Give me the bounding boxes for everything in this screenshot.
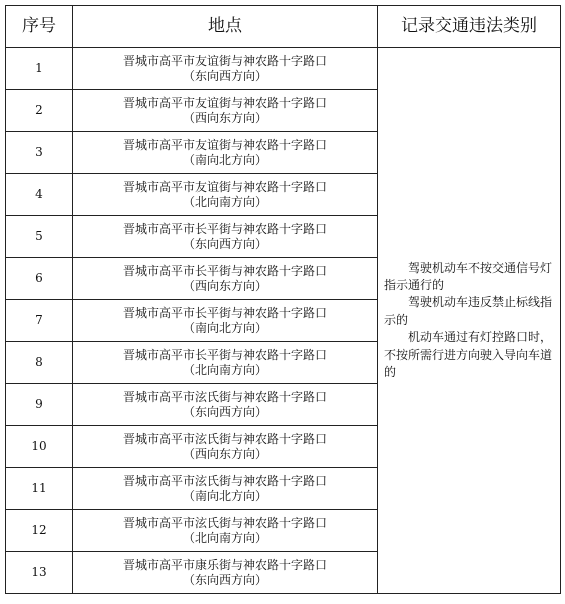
location-line-1: 晋城市高平市长平街与神农路十字路口 [122,347,327,362]
location-line-2: （西向东方向） [182,278,267,293]
location-line-1: 晋城市高平市友谊街与神农路十字路口 [122,179,327,194]
row-number: 6 [6,258,73,300]
row-number: 11 [6,468,73,510]
location-cell [73,426,378,468]
table-header-row [6,6,561,48]
location-cell [73,48,378,90]
row-number: 13 [6,552,73,594]
violation-line-1: 驾驶机动车不按交通信号灯指示通行的 [384,260,553,293]
row-number: 4 [6,174,73,216]
location-line-2: （北向南方向） [182,362,267,377]
location-cell [73,258,378,300]
location-line-1: 晋城市高平市长平街与神农路十字路口 [122,221,327,236]
traffic-violation-table [5,5,561,594]
row-number: 5 [6,216,73,258]
location-line-1: 晋城市高平市友谊街与神农路十字路口 [122,137,327,152]
location-line-1: 晋城市高平市泫氏街与神农路十字路口 [122,389,327,404]
row-number: 8 [6,342,73,384]
row-number: 3 [6,132,73,174]
location-cell [73,132,378,174]
location-line-1: 晋城市高平市泫氏街与神农路十字路口 [122,431,327,446]
location-cell [73,342,378,384]
location-cell [73,174,378,216]
violation-line-3: 机动车通过有灯控路口时，不按所需行进方向驶入导向车道的 [384,330,553,379]
row-number: 2 [6,90,73,132]
location-line-2: （南向北方向） [182,488,267,503]
location-cell [73,510,378,552]
location-line-2: （西向东方向） [182,446,267,461]
location-line-2: （西向东方向） [182,110,267,125]
location-line-2: （东向西方向） [182,572,267,587]
location-line-2: （东向西方向） [182,236,267,251]
location-cell [73,216,378,258]
location-cell [73,552,378,594]
location-line-1: 晋城市高平市友谊街与神农路十字路口 [122,95,327,110]
location-line-2: （东向西方向） [182,68,267,83]
row-number: 9 [6,384,73,426]
row-number: 1 [6,48,73,90]
header-violation-type: 记录交通违法类别 [378,6,561,48]
location-line-2: （南向北方向） [182,152,267,167]
location-cell [73,300,378,342]
location-line-2: （北向南方向） [182,530,267,545]
location-line-1: 晋城市高平市友谊街与神农路十字路口 [122,53,327,68]
location-line-2: （南向北方向） [182,320,267,335]
location-line-1: 晋城市高平市长平街与神农路十字路口 [122,305,327,320]
row-number: 12 [6,510,73,552]
location-line-2: （北向南方向） [182,194,267,209]
location-line-2: （东向西方向） [182,404,267,419]
violation-line-2: 驾驶机动车违反禁止标线指示的 [384,295,553,327]
location-cell [73,90,378,132]
location-line-1: 晋城市高平市泫氏街与神农路十字路口 [122,473,327,488]
table-row [6,48,561,90]
header-no: 序号 [6,6,73,48]
location-line-1: 晋城市高平市康乐街与神农路十字路口 [122,557,327,572]
location-line-1: 晋城市高平市长平街与神农路十字路口 [122,263,327,278]
location-line-1: 晋城市高平市泫氏街与神农路十字路口 [122,515,327,530]
row-number: 7 [6,300,73,342]
location-cell [73,384,378,426]
violation-type-cell [378,48,561,594]
location-cell [73,468,378,510]
row-number: 10 [6,426,73,468]
header-location: 地点 [73,6,378,48]
